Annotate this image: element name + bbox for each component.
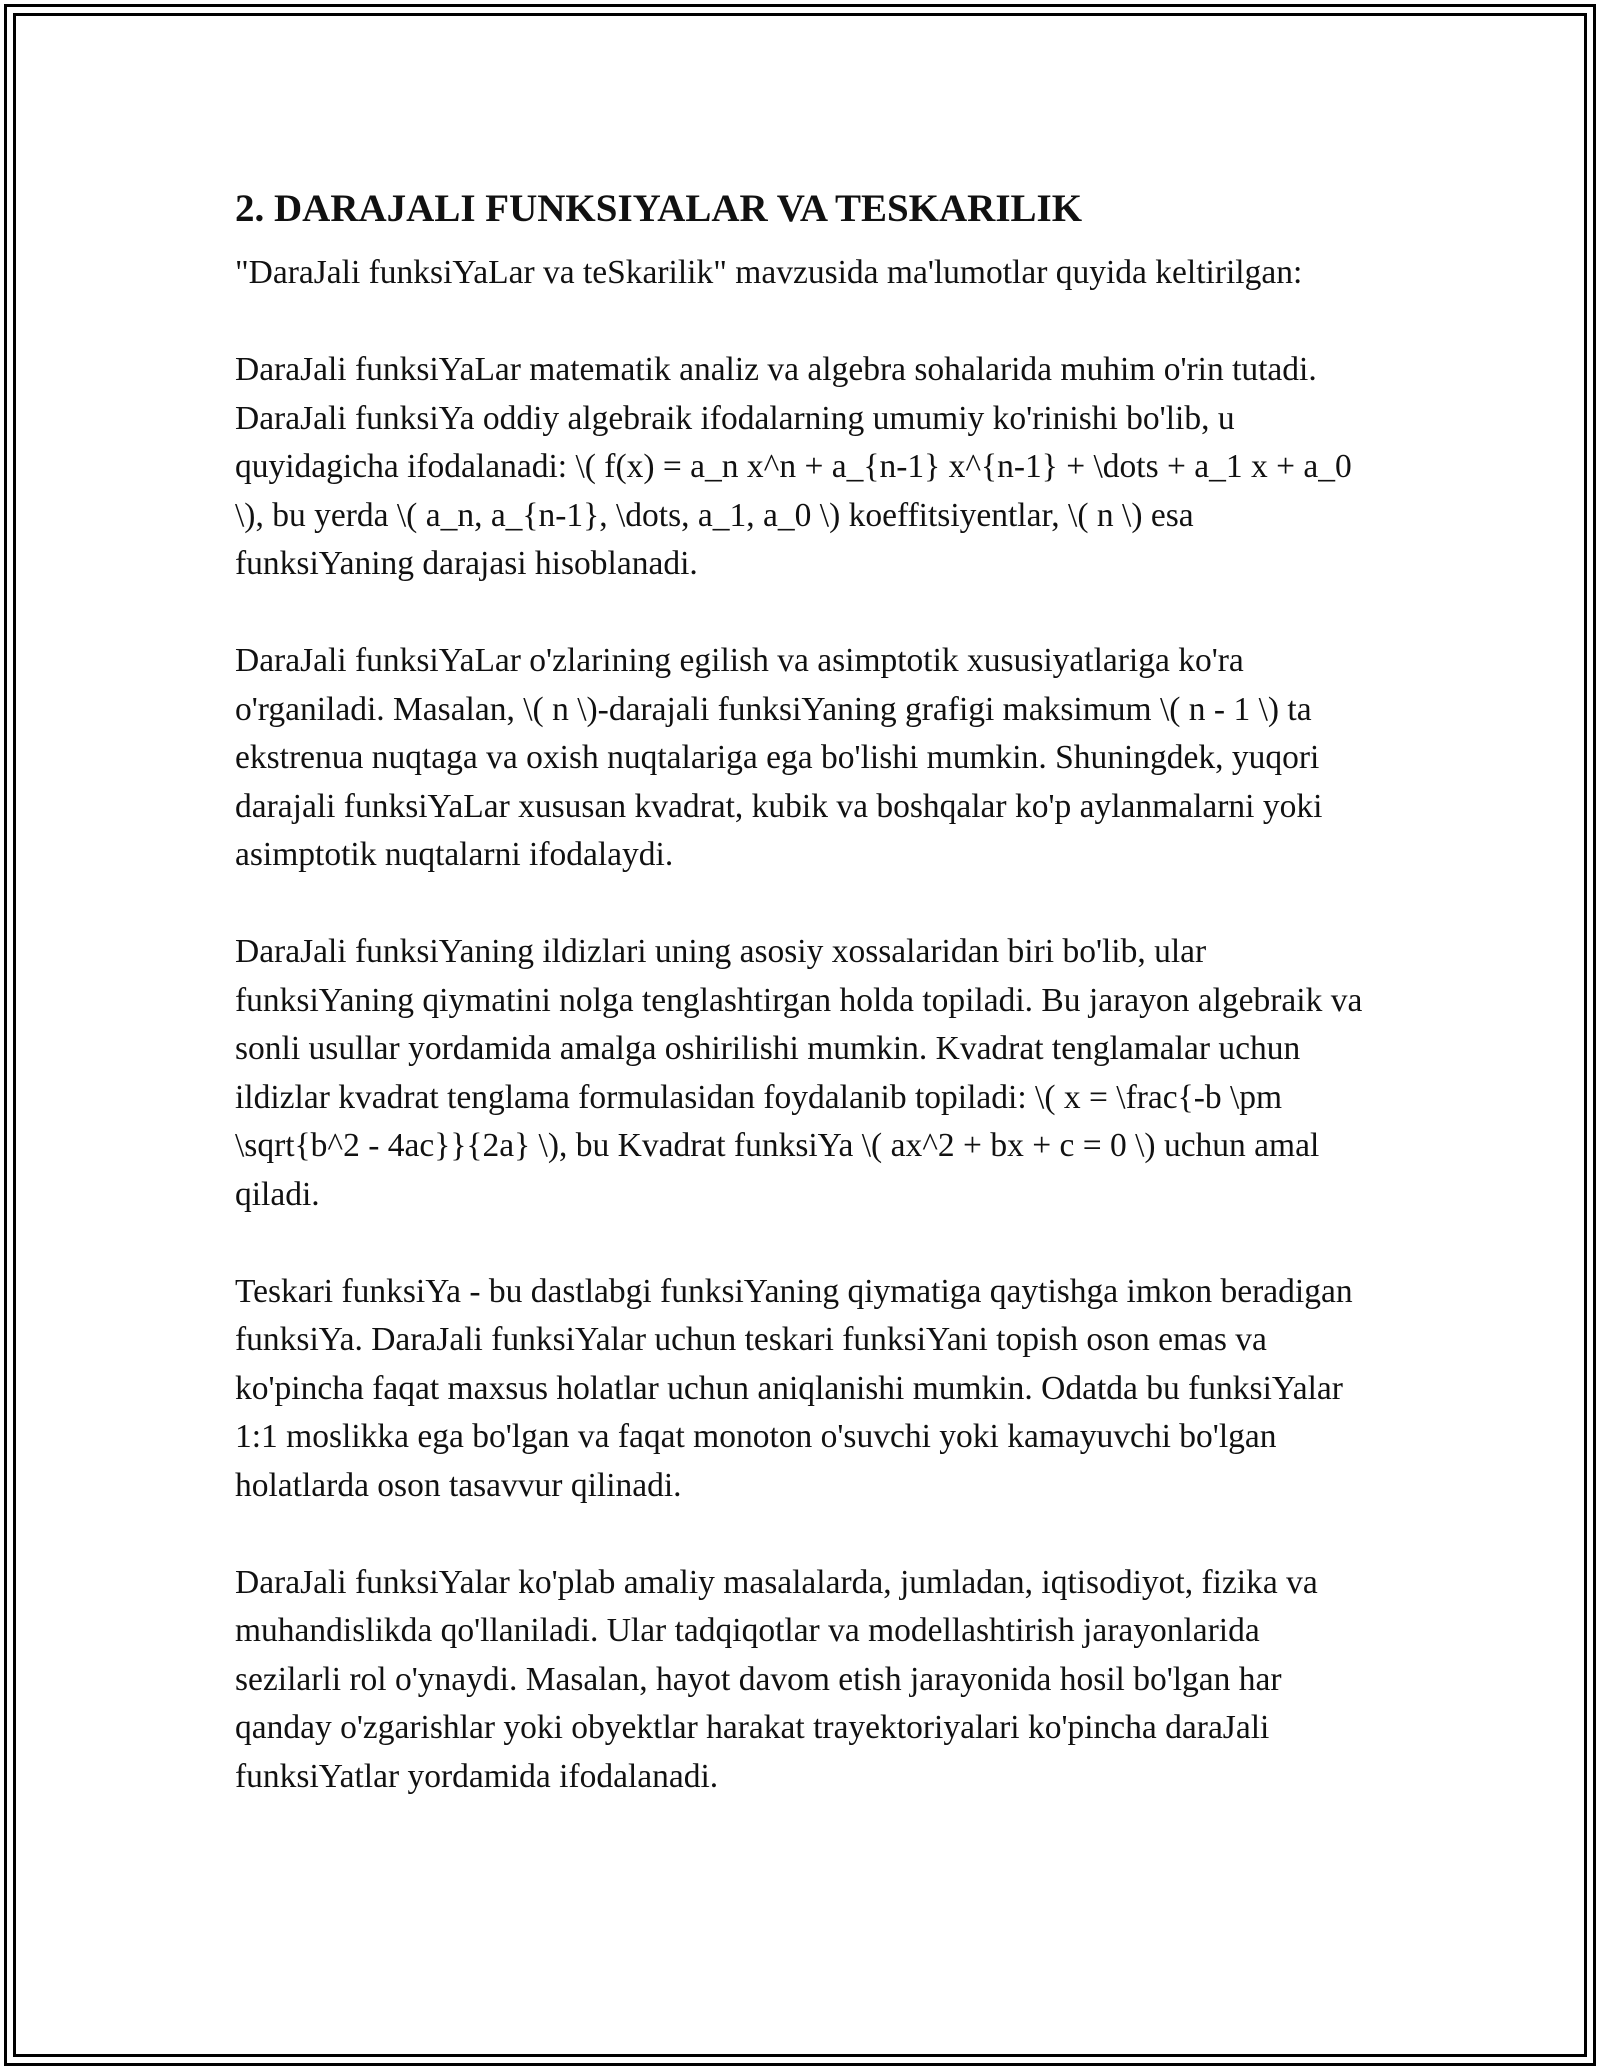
- paragraph-applications: DaraJali funksiYalar ko'plab amaliy masalalarda, jumladan, iqtisodiyot, fizika va muhandislikda qo'llaniladi. Ular tadqiqotlar va modellashtirish jarayonlarida sezilarli rol o'ynaydi. Masalan, hayot davom etish jarayonida hosil bo'lgan har qanday o'zgarishlar yoki obyektlar harakat trayektoriyalari ko'pincha daraJali funksiYatlar yordamida ifodalanadi.: [235, 1563, 1318, 1795]
- paragraph-inverse: Teskari funksiYa - bu dastlabgi funksiYaning qiymatiga qaytishga imkon beradigan funksiYa. DaraJali funksiYalar uchun teskari funksiYani topish oson emas va ko'pincha faqat maxsus holatlar uchun aniqlanishi mumkin. Odatda bu funksiYalar 1:1 moslikka ega bo'lgan va faqat monoton o'suvchi yoki kamayuvchi bo'lgan holatlarda oson tasavvur qilinadi.: [235, 1272, 1353, 1504]
- paragraph-properties: DaraJali funksiYaLar o'zlarining egilish va asimptotik xususiyatlariga ko'ra o'rganiladi. Masalan, \( n \)-darajali funksiYaning grafigi maksimum \( n - 1 \) ta ekstrenua nuqtaga va oxish nuqtalariga ega bo'lishi mumkin. Shuningdek, yuqori darajali funksiYaLar xususan kvadrat, kubik va boshqalar ko'p aylanmalarni yoki asimptotik nuqtalarni ifodalaydi.: [235, 642, 1323, 873]
- paragraph-roots: DaraJali funksiYaning ildizlari uning asosiy xossalaridan biri bo'lib, ular funksiYaning qiymatini nolga tenglashtirgan holda topiladi. Bu jarayon algebraik va sonli usullar yordamida amalga oshirilishi mumkin. Kvadrat tenglamalar uchun ildizlar kvadrat tenglama formulasidan foydalanib topiladi: \( x = \frac{-b \pm \sqrt{b^2 - 4ac}}{2a} \), bu Kvadrat funksiYa \( ax^2 + bx + c = 0 \) uchun amal qiladi.: [235, 933, 1363, 1213]
- section-title: 2. DARAJALI FUNKSIYALAR VA TESKARILIK: [235, 187, 1083, 230]
- paragraph-definition: DaraJali funksiYaLar matematik analiz va algebra sohalarida muhim o'rin tutadi. DaraJali funksiYa oddiy algebraik ifodalarning umumiy ko'rinishi bo'lib, u quyidagicha ifodalanadi: \( f(x) = a_n x^n + a_{n-1} x^{n-1} + \dots + a_1 x + a_0 \), bu yerda \( a_n, a_{n-1}, \dots, a_1, a_0 \) koeffitsiyentlar, \( n \) esa funksiYaning darajasi hisoblanadi.: [235, 351, 1352, 582]
- document-body: [235, 185, 1365, 1850]
- paragraph-intro: "DaraJali funksiYaLar va teSkarilik" mavzusida ma'lumotlar quyida keltirilgan:: [235, 254, 1303, 291]
